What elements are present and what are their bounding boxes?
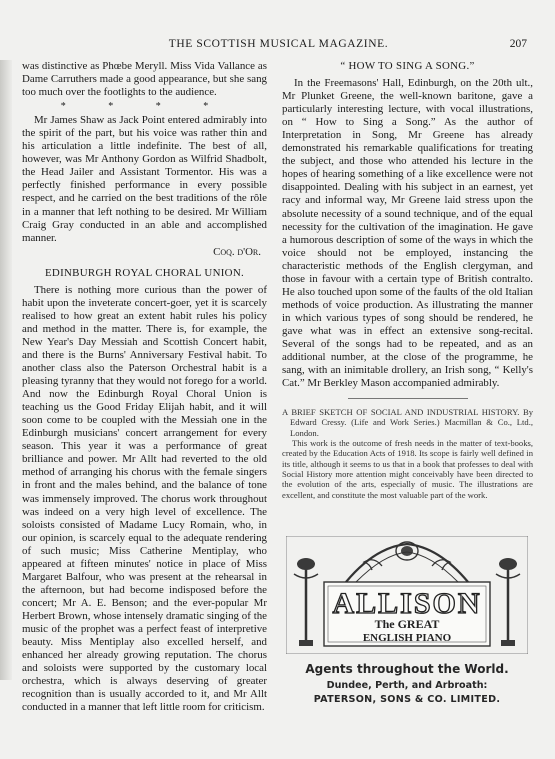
how-to-sing-heading: “ HOW TO SING A SONG.”: [340, 60, 475, 72]
advert-firm-name: PATERSON, SONS & CO. LIMITED.: [313, 694, 501, 705]
section-divider: [348, 398, 468, 399]
choral-union-heading: EDINBURGH ROYAL CHORAL UNION.: [44, 266, 245, 279]
allison-logo: [286, 536, 528, 654]
crest-ornament: [346, 542, 468, 582]
book-review-title: A BRIEF SKETCH OF SOCIAL AND INDUSTRIAL HISTORY. By Edward Cressy. (Life and Work Series.) Macmillan & Co., Ltd., London.: [282, 407, 533, 438]
how-to-sing-article: In the Freemasons' Hall, Edinburgh, on the 20th ult., Mr Plunket Greene, the well-known baritone, gave a particularly interesting lecture, with vocal illustrations, on “ How to Sing a Song.” As the author of Interpretation in Song, Mr Greene has already demonstrated his remarkable qualifications for treating the subject, and those who attended his lecture in the hopes of hearing something of a like excellence were not disappointed. Dealing with his subject in an earnest, yet racy and informal way, Mr Greene laid stress upon the absolute necessity of a sound technique, and of the equal necessity for the cultivation of the imagination. He gave a humorous description of some of the ways in which the voice should not be employed, instancing the characteristic methods of the English clergyman, and those in favour with a certain type of British contralto. He also touched upon some of the faults of the old Italian methods of voice production. As illustrating the manner in which various types of song should be rendered, he gave what was in effect an extensive song-recital. Several of the songs had to be repeated, and as an additional number, at the close of the programme, he sang, with an inimitable drollery, an Irish song, “ Kelly's Cat.” Mr Berkley Mason accompanied admirably.: [282, 77, 533, 390]
advert-addresses: Dundee, Perth, and Arbroath:: [326, 680, 488, 691]
magazine-title: THE SCOTTISH MUSICAL MAGAZINE.: [168, 38, 389, 50]
section-stars: * * * *: [60, 101, 229, 113]
left-lamp-ornament: [294, 558, 318, 646]
right-column: [282, 60, 533, 500]
opera-review-ending: was distinctive as Phœbe Meryll. Miss Vida Vallance as Dame Carruthers made a good appearance, but she sang too much over the footlights to the audience.: [22, 60, 267, 99]
brand-name: ALLISON: [332, 587, 482, 620]
brand-tagline-2: ENGLISH PIANO: [362, 632, 452, 644]
choral-union-article: There is nothing more curious than the power of habit upon the inveterate concert-goer, yet it is scarcely realised to how great an extent habit rules his policy and method in the matter. There is, for example, the New Year's Day Messiah and Scottish Concert habit, and there is the Burns' Anniversary Festival habit. To another class also the Paterson Orchestral habit is a pleasing tyranny that they would not forego for a world. And now the Edinburgh Royal Choral Union is teaching us the Good Friday Elijah habit, and it will soon come to be coupled with the Messiah one in the Edinburgh musicians' concert arrangement for every season. This year it was a performance of great brilliance and power. Mr Allt had reverted to the old method of arranging his chorus with the female singers in front and the males behind, and the balance of tone was immensely improved. The chorus work throughout was indeed on a very high level of excellence. The soloists consisted of Madame Lucy Romain, who, in our opinion, is scarcely equal to the adequate rendering of such music; Miss Catherine Mentiplay, who appeared at fifteen minutes' notice in place of Miss Margaret Balfour, who was present at the rehearsal in the afternoon, but had become indisposed before the concert; Mr A. E. Benson; and the ever-popular Mr Herbert Brown, whose intensely dramatic singing of the music of the prophet was a perfect feast of interpretive beauty. Miss Mentiplay also excelled herself, and enhanced her already growing reputation. The chorus and soloists were supported by the customary local orchestra, which is always deserving of greater recognition than is usually accorded to it, and Mr Allt conducted in a manner that left little room for criticism.: [22, 283, 267, 714]
brand-tagline-1: The GREAT: [374, 617, 440, 631]
review-signature: Coq. d'Or.: [213, 245, 261, 258]
page-number: 207: [509, 38, 527, 50]
facing-page-edge: [0, 60, 12, 680]
left-column: [22, 60, 267, 714]
book-review-body: This work is the outcome of fresh needs in the matter of text-books, created by the Education Acts of 1918. Its scope is fairly well defined in its title, although it seems to us that in a book that professes to deal with Social History more attention might conceivably have been directed to the evolution of the arts, especially of music. The illustrations are excellent, and constitute the most valuable part of the work.: [282, 438, 533, 500]
allison-piano-advert: [286, 536, 528, 706]
book-review: [282, 407, 533, 500]
right-lamp-ornament: [496, 558, 520, 646]
running-header: [22, 38, 535, 52]
opera-review-cast: Mr James Shaw as Jack Point entered admirably into the spirit of the part, but his voice was rather thin and his articulation a little indefinite. The best of all, however, was Mr Anthony Gordon as Wilfrid Shadbolt, the Head Jailer and Assistant Tormentor. His was a perfectly finished performance in every possible respect, and he carried on the best traditions of the rôle in a manner that left nothing to be desired. Mr William Craig Gray conducted in an able and accomplished manner.: [22, 114, 267, 244]
advert-agents-line: Agents throughout the World.: [305, 662, 509, 676]
